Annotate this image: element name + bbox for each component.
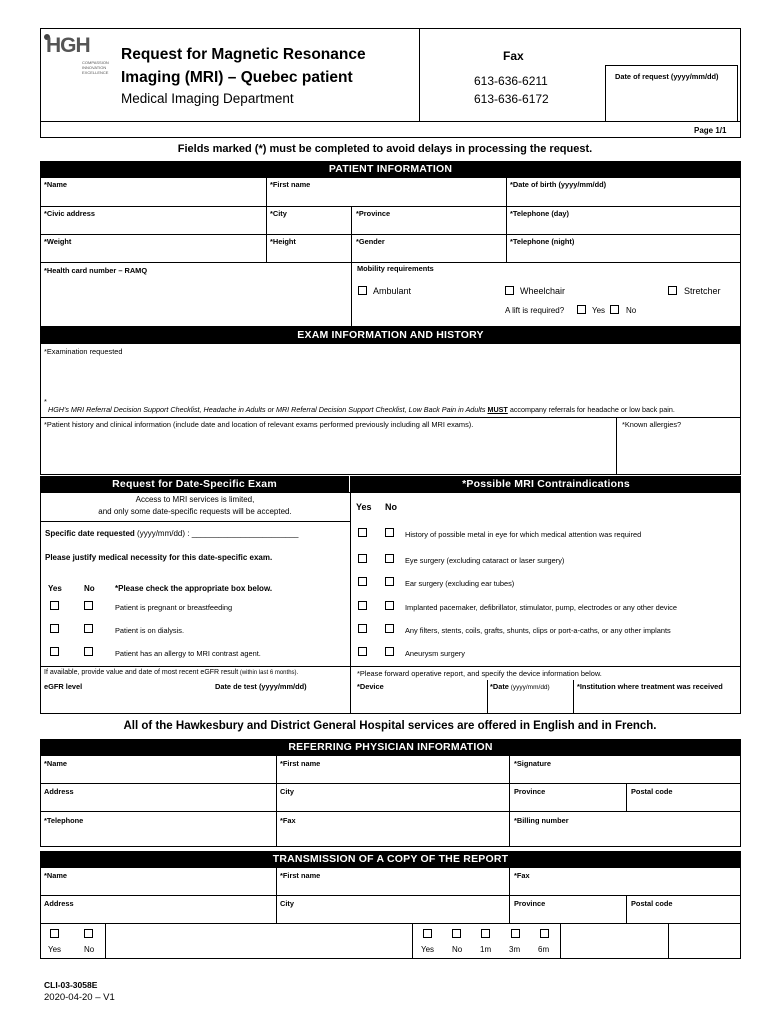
patient-province-label: *Province [356, 209, 391, 218]
transmission-fax-field[interactable] [510, 881, 740, 894]
patient-weight-field[interactable] [41, 247, 265, 261]
lift-no-label: No [626, 306, 637, 315]
patient-weight-label: *Weight [44, 237, 72, 246]
metal-eye-no-checkbox[interactable] [385, 528, 394, 537]
contraindications-heading: *Possible MRI Contraindications [351, 476, 741, 493]
transmission-province-label: Province [514, 899, 546, 908]
required-notice: Fields marked (*) must be completed to avoid delays in processing the request. [177, 143, 593, 155]
aneurysm-no-checkbox[interactable] [385, 647, 394, 656]
justify-label: Please justify medical necessity for this date-specific exam. [45, 553, 273, 562]
physician-billing-field[interactable] [510, 826, 740, 846]
egfr-level-label: eGFR level [44, 682, 83, 691]
opt-no-checkbox[interactable] [452, 929, 461, 938]
physician-province-label: Province [514, 787, 546, 796]
patient-civic-label: *Civic address [44, 209, 95, 218]
transmission-name-label: *Name [44, 871, 68, 880]
forward-report-note: *Please forward operative report, and specify the device information below. [357, 669, 602, 678]
pregnant-yes-checkbox[interactable] [50, 601, 59, 610]
egfr-level-field[interactable] [44, 693, 204, 711]
patient-first-name-field[interactable] [267, 190, 505, 205]
lift-no-checkbox[interactable] [610, 305, 619, 314]
department: Medical Imaging Department [121, 91, 294, 106]
institution-field[interactable] [577, 693, 737, 711]
patient-tel-night-label: *Telephone (night) [510, 237, 575, 246]
opt-1m-label: 1m [480, 945, 492, 954]
ds-no-header: No [84, 584, 95, 593]
transmission-city-field[interactable] [277, 909, 508, 922]
lift-label: A lift is required? [505, 306, 565, 315]
health-card-label: *Health card number – RAMQ [44, 266, 148, 275]
physician-name-label: *Name [44, 759, 68, 768]
opt-3m-checkbox[interactable] [511, 929, 520, 938]
access-limited-line-1: Access to MRI services is limited, [135, 495, 255, 504]
mobility-label: Mobility requirements [357, 264, 434, 273]
opt-3m-label: 3m [509, 945, 521, 954]
exam-info-heading: EXAM INFORMATION AND HISTORY [40, 327, 741, 344]
opt-yes-checkbox[interactable] [423, 929, 432, 938]
institution-label: *Institution where treatment was received [577, 682, 723, 691]
exam-requested-field[interactable] [41, 358, 740, 394]
physician-province-field[interactable] [510, 797, 625, 810]
patient-city-label: *City [270, 209, 287, 218]
ambulant-label: Ambulant [373, 286, 412, 296]
pacemaker-label: Implanted pacemaker, defibrillator, stimulator, pump, electrodes or any other device [405, 603, 677, 612]
physician-billing-label: *Billing number [514, 816, 569, 825]
known-allergies-label: *Known allergies? [622, 420, 682, 429]
services-language-notice: All of the Hawkesbury and District General Hospital services are offered in English and in French. [123, 720, 657, 732]
pregnant-label: Patient is pregnant or breastfeeding [115, 603, 233, 612]
device-date-field[interactable] [490, 693, 570, 711]
device-date-label: *Date (yyyy/mm/dd) [490, 682, 550, 691]
transmission-first-name-field[interactable] [277, 881, 508, 894]
physician-address-field[interactable] [41, 797, 275, 810]
contra-yes-header: Yes [356, 502, 372, 512]
date-specific-heading: Request for Date-Specific Exam [40, 476, 349, 493]
contrast-allergy-no-checkbox[interactable] [84, 647, 93, 656]
egfr-test-date-field[interactable] [215, 693, 345, 711]
ds-yes-header: Yes [48, 584, 62, 593]
patient-gender-label: *Gender [356, 237, 385, 246]
implants-no-checkbox[interactable] [385, 624, 394, 633]
opt-6m-label: 6m [538, 945, 550, 954]
stretcher-checkbox[interactable] [668, 286, 677, 295]
transmission-province-field[interactable] [510, 909, 625, 922]
patient-name-label: *Name [44, 180, 68, 189]
check-box-instruction: *Please check the appropriate box below. [115, 584, 273, 593]
physician-telephone-field[interactable] [41, 826, 275, 846]
patient-height-label: *Height [270, 237, 296, 246]
aneurysm-label: Aneurysm surgery [405, 649, 465, 658]
device-label: *Device [357, 682, 384, 691]
page-number: Page 1/1 [694, 126, 727, 135]
patient-history-label: *Patient history and clinical information (include date and location of relevant exams performed previously including all MRI exams). [44, 420, 474, 429]
eye-surgery-no-checkbox[interactable] [385, 554, 394, 563]
contrast-allergy-label: Patient has an allergy to MRI contrast agent. [115, 649, 261, 658]
physician-postal-label: Postal code [631, 787, 673, 796]
ear-surgery-label: Ear surgery (excluding ear tubes) [405, 579, 515, 588]
fax-number-2: 613-636-6172 [474, 92, 549, 106]
patient-gender-field[interactable] [352, 247, 505, 261]
patient-dob-field[interactable] [507, 190, 740, 205]
physician-fax-field[interactable] [277, 826, 508, 846]
physician-postal-field[interactable] [627, 797, 740, 810]
physician-telephone-label: *Telephone [44, 816, 84, 825]
patient-dob-label: *Date of birth (yyyy/mm/dd) [510, 180, 607, 189]
ambulant-checkbox[interactable] [358, 286, 367, 295]
transmission-address-field[interactable] [41, 909, 275, 922]
hgh-logo: HGH COMPASSION INNOVATION EXCELLENCE [46, 34, 109, 75]
patient-info-heading: PATIENT INFORMATION [40, 161, 741, 178]
logo-text: HGH [46, 34, 90, 57]
specific-date-field[interactable] [214, 527, 332, 539]
opt-yes-label: Yes [421, 945, 435, 954]
opt-6m-checkbox[interactable] [540, 929, 549, 938]
physician-signature-field[interactable] [510, 769, 740, 782]
physician-signature-label: *Signature [514, 759, 551, 768]
physician-city-label: City [280, 787, 294, 796]
patient-history-field[interactable] [41, 431, 615, 474]
lift-yes-label: Yes [592, 306, 606, 315]
contra-no-header: No [385, 502, 397, 512]
transmission-city-label: City [280, 899, 294, 908]
aneurysm-yes-checkbox[interactable] [358, 647, 367, 656]
referral-checklist-note: HGH's MRI Referral Decision Support Checklist, Headache in Adults or MRI Referral Decision Support Checklist, Low Back Pain in Adults MUST accompany referrals for headache or low back pain. [48, 405, 675, 414]
transmission-no-label: No [84, 945, 95, 954]
transmission-notes-field[interactable] [106, 924, 411, 958]
dialysis-yes-checkbox[interactable] [50, 624, 59, 633]
date-of-request-label: Date of request (yyyy/mm/dd) [615, 72, 719, 81]
wheelchair-checkbox[interactable] [505, 286, 514, 295]
transmission-fax-label: *Fax [514, 871, 530, 880]
transmission-name-field[interactable] [41, 881, 275, 894]
patient-civic-field[interactable] [41, 219, 265, 233]
physician-heading: REFERRING PHYSICIAN INFORMATION [40, 739, 741, 756]
pacemaker-no-checkbox[interactable] [385, 601, 394, 610]
device-field[interactable] [357, 693, 485, 711]
physician-city-field[interactable] [277, 797, 508, 810]
transmission-first-name-label: *First name [280, 871, 321, 880]
transmission-no-checkbox[interactable] [84, 929, 93, 938]
opt-no-label: No [452, 945, 463, 954]
ear-surgery-yes-checkbox[interactable] [358, 577, 367, 586]
stretcher-label: Stretcher [684, 286, 721, 296]
transmission-yes-checkbox[interactable] [50, 929, 59, 938]
health-card-field[interactable] [41, 276, 350, 326]
patient-tel-day-label: *Telephone (day) [510, 209, 569, 218]
physician-first-name-label: *First name [280, 759, 321, 768]
transmission-address-label: Address [44, 899, 74, 908]
patient-city-field[interactable] [267, 219, 350, 233]
form-version: 2020-04-20 – V1 [44, 992, 115, 1003]
pregnant-no-checkbox[interactable] [84, 601, 93, 610]
fax-label: Fax [503, 49, 524, 63]
egfr-test-date-label: Date de test (yyyy/mm/dd) [215, 682, 307, 691]
physician-first-name-field[interactable] [277, 769, 508, 782]
pacemaker-yes-checkbox[interactable] [358, 601, 367, 610]
transmission-postal-label: Postal code [631, 899, 673, 908]
ear-surgery-no-checkbox[interactable] [385, 577, 394, 586]
specific-date-label: Specific date requested (yyyy/mm/dd) : ________________________ [45, 529, 299, 538]
known-allergies-field[interactable] [617, 431, 740, 474]
implants-label: Any filters, stents, coils, grafts, shunts, clips or port-a-caths, or any other implants [405, 626, 671, 635]
patient-tel-night-field[interactable] [507, 247, 740, 261]
implants-yes-checkbox[interactable] [358, 624, 367, 633]
patient-province-field[interactable] [352, 219, 505, 233]
metal-eye-label: History of possible metal in eye for which medical attention was required [405, 530, 642, 539]
patient-name-field[interactable] [41, 190, 265, 205]
transmission-heading: TRANSMISSION OF A COPY OF THE REPORT [40, 851, 741, 868]
eye-surgery-yes-checkbox[interactable] [358, 554, 367, 563]
transmission-yes-label: Yes [48, 945, 62, 954]
exam-note-star: * [44, 397, 47, 406]
fax-number-1: 613-636-6211 [474, 74, 548, 88]
egfr-note: If available, provide value and date of most recent eGFR result (within last 6 months). [44, 669, 299, 676]
transmission-postal-field[interactable] [627, 909, 740, 922]
exam-requested-label: *Examination requested [44, 347, 123, 356]
patient-first-name-label: *First name [270, 180, 311, 189]
patient-height-field[interactable] [267, 247, 350, 261]
opt-1m-checkbox[interactable] [481, 929, 490, 938]
contrast-allergy-yes-checkbox[interactable] [50, 647, 59, 656]
lift-yes-checkbox[interactable] [577, 305, 586, 314]
dialysis-label: Patient is on dialysis. [115, 626, 185, 635]
dialysis-no-checkbox[interactable] [84, 624, 93, 633]
patient-tel-day-field[interactable] [507, 219, 740, 233]
form-title: Request for Magnetic Resonance Imaging (MRI) – Quebec patient [121, 46, 366, 86]
physician-name-field[interactable] [41, 769, 275, 782]
metal-eye-yes-checkbox[interactable] [358, 528, 367, 537]
date-of-request-field[interactable] [606, 84, 736, 120]
wheelchair-label: Wheelchair [520, 286, 566, 296]
physician-fax-label: *Fax [280, 816, 296, 825]
form-code: CLI-03-3058E [44, 980, 98, 990]
physician-address-label: Address [44, 787, 74, 796]
access-limited-line-2: and only some date-specific requests will be accepted. [98, 507, 292, 516]
eye-surgery-label: Eye surgery (excluding cataract or laser surgery) [405, 556, 565, 565]
